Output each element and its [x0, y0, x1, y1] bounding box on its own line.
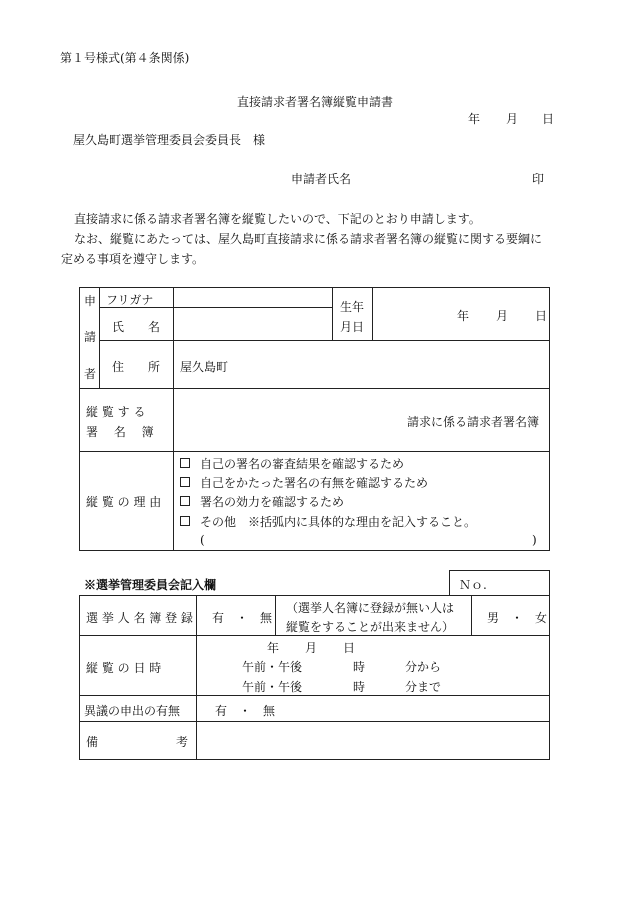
addressee: 屋久島町選挙管理委員会委員長 様 — [73, 133, 266, 147]
date-year: 年 — [468, 112, 481, 126]
birth-year: 年 — [457, 309, 470, 323]
address-value[interactable]: 屋久島町 — [180, 360, 229, 374]
committee-table — [79, 570, 550, 760]
body-line-2: なお、縦覧にあたっては、屋久島町直接請求に係る請求者署名簿の縦覧に関する要綱に — [74, 232, 543, 246]
furigana-label: フリガナ — [106, 293, 154, 307]
remarks-label-1: 備 — [86, 735, 99, 749]
applicant-side-char-1: 申 — [84, 294, 97, 308]
view-target-label-1: 縦 覧 す る — [86, 405, 146, 419]
view-target-value: 請求に係る請求者署名簿 — [407, 415, 540, 429]
name-label: 氏 名 — [112, 320, 161, 334]
datetime-label: 縦 覧 の 日 時 — [86, 661, 162, 675]
objection-value[interactable]: 有 ・ 無 — [215, 704, 276, 718]
checkbox-icon[interactable] — [180, 516, 190, 526]
furigana-field[interactable] — [174, 289, 331, 306]
birth-day: 日 — [535, 309, 548, 323]
dt-ampm-1: 午前・午後 — [242, 660, 303, 674]
document-title: 直接請求者署名簿縦覧申請書 — [236, 95, 393, 109]
paren-open: ( — [200, 533, 205, 547]
dt-year: 年 — [267, 641, 280, 655]
reason-label: 縦 覧 の 理 由 — [86, 495, 162, 509]
name-field[interactable] — [174, 309, 331, 339]
reason-option-4[interactable]: その他 ※括弧内に具体的な理由を記入すること。 — [180, 513, 476, 530]
dt-min-2: 分まで — [405, 680, 442, 694]
birth-label-1: 生年 — [340, 300, 365, 314]
reason-option-3[interactable]: 署名の効力を確認するため — [180, 493, 344, 510]
objection-label: 異議の申出の有無 — [84, 704, 181, 718]
remarks-label-2: 考 — [176, 735, 189, 749]
committee-heading: ※選挙管理委員会記入欄 — [84, 578, 217, 592]
reason-option-2[interactable]: 自己をかたった署名の有無を確認するため — [180, 474, 428, 491]
reason-option-1[interactable]: 自己の署名の審査結果を確認するため — [180, 455, 404, 472]
dt-ampm-2: 午前・午後 — [242, 680, 303, 694]
date-day: 日 — [542, 112, 555, 126]
registry-note-1: （選挙人名簿に登録が無い人は — [286, 601, 455, 615]
view-target-label-2: 署 名 簿 — [86, 425, 154, 439]
date-month: 月 — [506, 112, 519, 126]
remarks-field[interactable] — [197, 722, 548, 758]
birth-label-2: 月日 — [340, 320, 365, 334]
registry-note-2: 縦覧をすることが出来ません） — [286, 620, 455, 634]
gender-value[interactable]: 男 ・ 女 — [487, 611, 548, 625]
applicant-side-char-2: 請 — [84, 330, 97, 344]
address-label: 住 所 — [112, 360, 161, 374]
paren-close: ) — [532, 533, 537, 547]
dt-month: 月 — [305, 641, 318, 655]
checkbox-icon[interactable] — [180, 477, 190, 487]
registry-value[interactable]: 有 ・ 無 — [212, 611, 273, 625]
checkbox-icon[interactable] — [180, 458, 190, 468]
registry-label: 選 挙 人 名 簿 登 録 — [86, 611, 193, 625]
dt-min-1: 分から — [405, 660, 442, 674]
checkbox-icon[interactable] — [180, 496, 190, 506]
dt-hour-1: 時 — [353, 660, 366, 674]
form-number: 第１号様式(第４条関係) — [60, 51, 190, 65]
birth-month: 月 — [496, 309, 509, 323]
applicant-table — [79, 287, 550, 551]
dt-hour-2: 時 — [353, 680, 366, 694]
applicant-name-label: 申請者氏名 — [291, 172, 352, 186]
dt-day: 日 — [343, 641, 356, 655]
body-line-1: 直接請求に係る請求者署名簿を縦覧したいので、下記のとおり申請します。 — [74, 212, 481, 226]
body-line-3: 定める事項を遵守します。 — [61, 252, 205, 266]
seal-mark: 印 — [532, 172, 545, 186]
applicant-side-char-3: 者 — [84, 367, 97, 381]
number-label: Ｎｏ. — [459, 578, 487, 592]
